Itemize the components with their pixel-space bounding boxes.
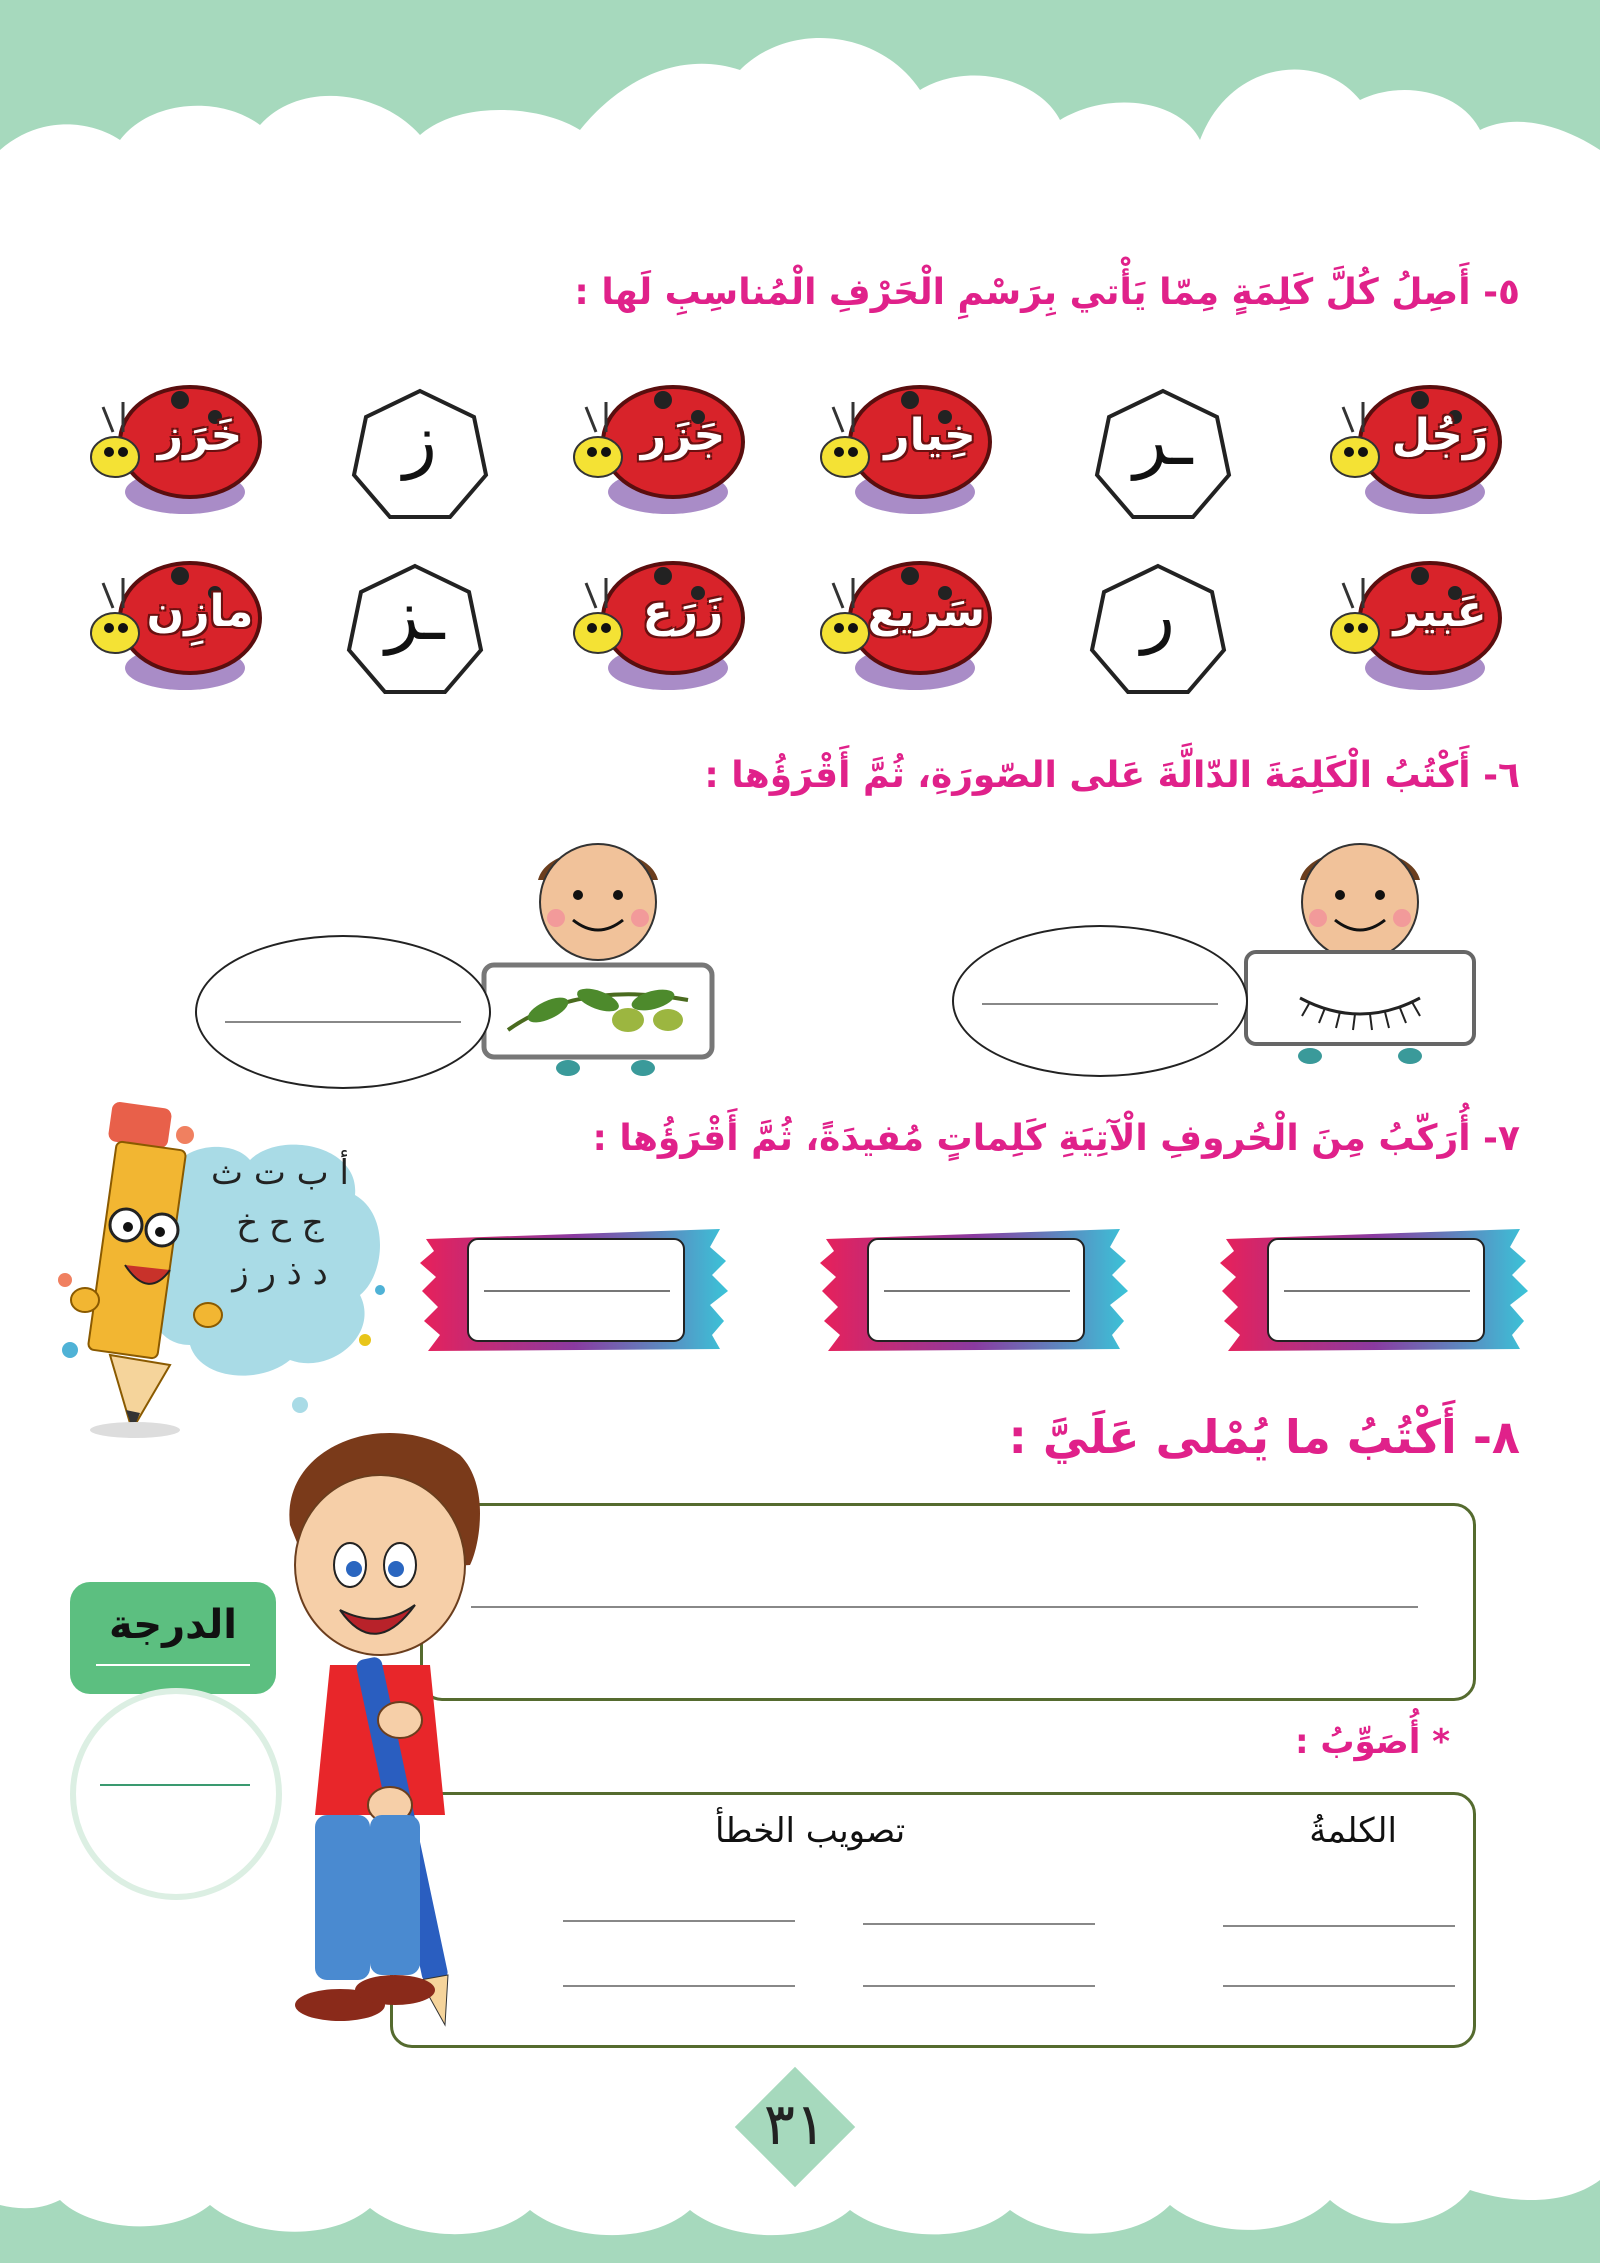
ladybug-card[interactable]	[1325, 372, 1505, 522]
section5-title: ٥- أَصِلُ كُلَّ كَلِمَةٍ مِمّا يَأْتي بِرَسْمِ الْحَرْفِ الْمُناسِبِ لَها :	[574, 272, 1520, 313]
word-label: عَبير	[1393, 586, 1487, 637]
word-label: جَزَر	[640, 410, 726, 461]
answer-oval[interactable]	[195, 935, 491, 1089]
letter-label: ز	[403, 399, 437, 481]
brush-answer-box[interactable]	[820, 1225, 1130, 1355]
word-label: خِيار	[884, 410, 976, 461]
dictation-box[interactable]	[420, 1503, 1476, 1701]
dictation-line	[471, 1606, 1418, 1608]
answer-line	[225, 1021, 461, 1023]
page-number-badge	[730, 2062, 860, 2192]
ladybug-card[interactable]	[568, 548, 748, 698]
brush-frame	[1220, 1225, 1530, 1355]
letters-bubble-line: ج ح خ	[236, 1203, 324, 1243]
correction-line[interactable]	[863, 1923, 1095, 1925]
word-label: مازِن	[146, 586, 254, 637]
brush-frame	[420, 1225, 730, 1355]
grade-underline	[96, 1664, 250, 1666]
pencil-character	[40, 1075, 400, 1445]
letter-label: ـز	[385, 574, 445, 656]
section7-title: ٧- أُرَكّبُ مِنَ الْحُروفِ الْآتِيَةِ كَلِماتٍ مُفيدَةً، ثُمَّ أَقْرَؤُها :	[592, 1118, 1520, 1159]
word-line[interactable]	[1223, 1985, 1455, 1987]
correction-label: * أُصَوِّبُ :	[1294, 1722, 1450, 1762]
ladybug-card[interactable]	[1325, 548, 1505, 698]
letter-label: ر	[1141, 574, 1175, 656]
grade-badge	[70, 1582, 276, 1694]
letter-label: ـر	[1133, 399, 1193, 481]
correction-line[interactable]	[863, 1985, 1095, 1987]
boy-pencil-illustration	[270, 1415, 500, 2045]
letters-bubble-line: د ذ ر ز	[232, 1253, 328, 1293]
ladybug-card[interactable]	[815, 548, 995, 698]
boy-card-illustration	[478, 840, 718, 1080]
word-label: خَرَز	[157, 410, 243, 461]
letter-hexagon[interactable]	[350, 385, 490, 525]
boy-with-card	[478, 840, 718, 1080]
word-label: زَرَع	[642, 586, 724, 637]
ladybug-card[interactable]	[568, 372, 748, 522]
section8-title: ٨- أَكْتُبُ ما يُمْلى عَلَيَّ :	[1008, 1410, 1520, 1464]
word-label: رَجُل	[1391, 410, 1489, 461]
ladybug-card[interactable]	[85, 548, 265, 698]
correction-line[interactable]	[563, 1920, 795, 1922]
ladybug-card[interactable]	[815, 372, 995, 522]
grade-circle[interactable]	[70, 1688, 282, 1900]
top-frame	[0, 0, 1600, 260]
word-label: سَريع	[867, 586, 985, 637]
page-number: ٣١	[763, 2090, 827, 2158]
boy-with-pencil	[270, 1415, 500, 2045]
letter-hexagon[interactable]	[345, 560, 485, 700]
brush-frame	[820, 1225, 1130, 1355]
answer-oval[interactable]	[952, 925, 1248, 1077]
boy-card-illustration	[1240, 840, 1480, 1070]
column-header-word: الكلمةُ	[1309, 1811, 1397, 1851]
brush-answer-box[interactable]	[1220, 1225, 1530, 1355]
correction-line[interactable]	[563, 1985, 795, 1987]
letter-hexagon[interactable]	[1093, 385, 1233, 525]
boy-with-card	[1240, 840, 1480, 1070]
grade-line	[100, 1784, 250, 1786]
column-header-correction: تصويب الخطأ	[715, 1811, 906, 1851]
letters-bubble-line: أ ب ت ث	[211, 1153, 349, 1193]
letter-hexagon[interactable]	[1088, 560, 1228, 700]
section6-title: ٦- أَكْتُبُ الْكَلِمَةَ الدّالَّةَ عَلى الصّورَةِ، ثُمَّ أَقْرَؤُها :	[704, 755, 1520, 796]
correction-table	[390, 1792, 1476, 2048]
grade-label: الدرجة	[109, 1602, 237, 1648]
word-line[interactable]	[1223, 1925, 1455, 1927]
answer-line	[982, 1003, 1218, 1005]
brush-answer-box[interactable]	[420, 1225, 730, 1355]
ladybug-card[interactable]	[85, 372, 265, 522]
